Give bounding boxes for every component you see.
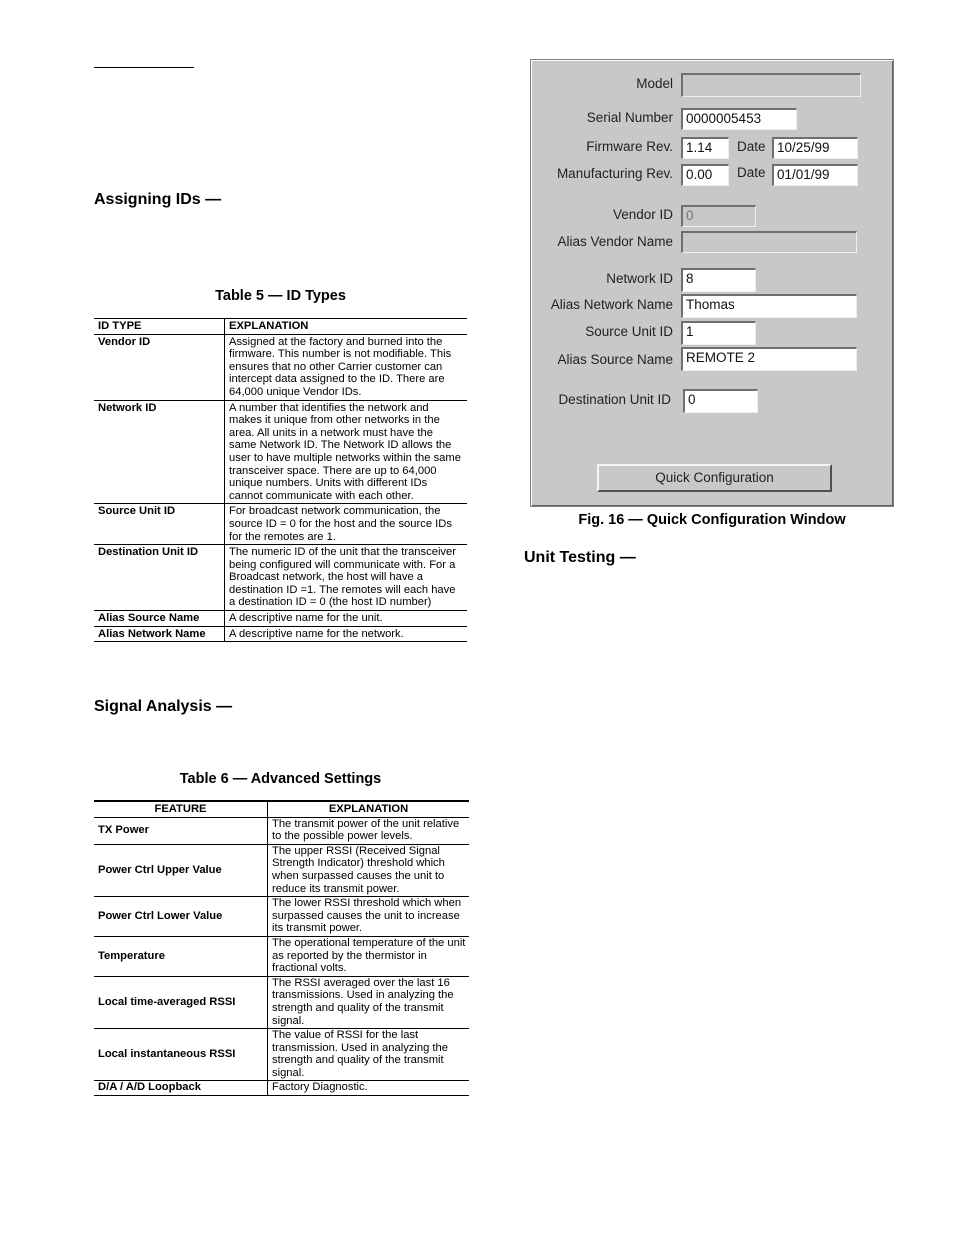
firmware-rev-label: Firmware Rev.	[586, 139, 673, 154]
explanation-cell: A descriptive name for the unit.	[225, 611, 468, 627]
table-row	[94, 897, 469, 937]
manufacturing-rev-field[interactable]: 0.00	[681, 164, 729, 186]
firmware-date-label: Date	[737, 139, 766, 154]
top-rule	[94, 67, 194, 68]
id-type-cell: Source Unit ID	[94, 504, 225, 545]
table-row	[94, 844, 469, 896]
manufacturing-rev-label: Manufacturing Rev.	[556, 166, 673, 181]
serial-number-label: Serial Number	[586, 110, 673, 125]
advanced-settings-table	[94, 800, 469, 1096]
explanation-cell: Assigned at the factory and burned into the firmware. This number is not modifiable. This ensures that no other Carrier customer can intercept data assigned to the ID. There are 64,000 unique Vendor IDs.	[225, 334, 468, 400]
table-row	[94, 400, 467, 504]
table-row	[94, 545, 467, 611]
table6-caption: Table 6 — Advanced Settings	[179, 771, 382, 787]
alias-network-name-label: Alias Network Name	[550, 297, 673, 312]
alias-vendor-name-field	[681, 231, 857, 253]
feature-cell: Temperature	[94, 936, 268, 976]
explanation-cell: The lower RSSI threshold which when surpassed causes the unit to increase its transmit power.	[268, 897, 470, 937]
destination-unit-id-field[interactable]: 0	[683, 389, 758, 413]
firmware-date-field[interactable]: 10/25/99	[772, 137, 858, 159]
manufacturing-date-field[interactable]: 01/01/99	[772, 164, 858, 186]
explanation-cell: The value of RSSI for the last transmission. Used in analyzing the strength and quality of the transmit signal.	[268, 1029, 470, 1081]
alias-source-name-field[interactable]: REMOTE 2	[681, 347, 857, 371]
firmware-rev-field[interactable]: 1.14	[681, 137, 729, 159]
table-row	[94, 611, 467, 627]
table-row	[94, 334, 467, 400]
heading-unit-testing: Unit Testing —	[524, 549, 636, 566]
destination-unit-id-label: Destination Unit ID	[558, 392, 671, 407]
feature-cell: D/A / A/D Loopback	[94, 1081, 268, 1096]
alias-vendor-name-label: Alias Vendor Name	[557, 234, 673, 249]
id-type-cell: Alias Source Name	[94, 611, 225, 627]
heading-signal-analysis: Signal Analysis —	[94, 698, 233, 715]
explanation-cell: A descriptive name for the network.	[225, 626, 468, 642]
id-type-cell: Alias Network Name	[94, 626, 225, 642]
table5-caption: Table 5 — ID Types	[215, 288, 346, 304]
column-header: FEATURE	[94, 801, 268, 817]
id-type-cell: Vendor ID	[94, 334, 225, 400]
explanation-cell: The RSSI averaged over the last 16 transmissions. Used in analyzing the strength and quality of the transmit signal.	[268, 976, 470, 1028]
explanation-cell: The upper RSSI (Received Signal Strength Indicator) threshold which when surpassed causes the unit to reduce its transmit power.	[268, 844, 470, 896]
heading-assigning-ids: Assigning IDs —	[94, 191, 222, 208]
table-row	[94, 626, 467, 642]
alias-source-name-label: Alias Source Name	[557, 352, 673, 367]
column-header: ID TYPE	[94, 319, 225, 335]
source-unit-id-label: Source Unit ID	[585, 324, 673, 339]
id-type-cell: Network ID	[94, 400, 225, 504]
column-header: EXPLANATION	[268, 801, 470, 817]
table-row	[94, 817, 469, 844]
network-id-field[interactable]: 8	[681, 268, 756, 292]
model-field	[681, 73, 861, 97]
vendor-id-field: 0	[681, 205, 756, 227]
feature-cell: Local instantaneous RSSI	[94, 1029, 268, 1081]
table-row	[94, 1081, 469, 1096]
table-row	[94, 936, 469, 976]
column-header: EXPLANATION	[225, 319, 468, 335]
network-id-label: Network ID	[606, 271, 673, 286]
explanation-cell: The numeric ID of the unit that the transceiver being configured will communicate with. For a Broadcast network, the host will have a destination ID =1. The remotes will each have a destination ID = 0 (the host ID number)	[225, 545, 468, 611]
source-unit-id-field[interactable]: 1	[681, 321, 756, 345]
feature-cell: TX Power	[94, 817, 268, 844]
table-header-row	[94, 319, 467, 335]
figure-caption: Fig. 16 — Quick Configuration Window	[578, 512, 846, 528]
feature-cell: Local time-averaged RSSI	[94, 976, 268, 1028]
table-row	[94, 504, 467, 545]
explanation-cell: For broadcast network communication, the source ID = 0 for the host and the source IDs for the remotes are 1.	[225, 504, 468, 545]
explanation-cell: A number that identifies the network and makes it unique from other networks in the area. All units in a network must have the same Network ID. The Network ID allows the user to have multiple networks within the same transceiver space. There are up to 64,000 unique numbers. Units with different IDs cannot communicate with each other.	[225, 400, 468, 504]
explanation-cell: Factory Diagnostic.	[268, 1081, 470, 1096]
id-type-cell: Destination Unit ID	[94, 545, 225, 611]
table-row	[94, 976, 469, 1028]
feature-cell: Power Ctrl Upper Value	[94, 844, 268, 896]
explanation-cell: The operational temperature of the unit as reported by the thermistor in fractional volts.	[268, 936, 470, 976]
model-label: Model	[636, 76, 673, 91]
feature-cell: Power Ctrl Lower Value	[94, 897, 268, 937]
manufacturing-date-label: Date	[737, 165, 766, 180]
explanation-cell: The transmit power of the unit relative to the possible power levels.	[268, 817, 470, 844]
id-types-table	[94, 318, 467, 642]
vendor-id-label: Vendor ID	[612, 207, 673, 222]
alias-network-name-field[interactable]: Thomas	[681, 294, 857, 318]
quick-configuration-button[interactable]: Quick Configuration	[597, 464, 832, 492]
table-header-row	[94, 801, 469, 817]
quick-configuration-window	[530, 59, 894, 507]
table-row	[94, 1029, 469, 1081]
serial-number-field[interactable]: 0000005453	[681, 108, 797, 130]
